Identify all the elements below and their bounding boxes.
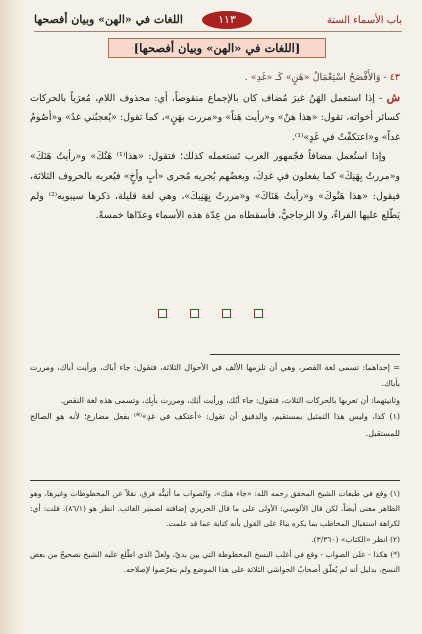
footnote: (١) وقع في طبعات الشيخ المحقق رحمه الله: «جاء هنك»، والصواب ما أثبتُّه فرق، نقلاً عن المخطوطات وغيرها، وهو الظاهر معنى أيضاً، لكن قال الألوسي: الأولى على ما قال الحريري إضافته لضمير الغائب. انظر هو (٨٦/١)، قلت: أي: لكراهة استقبال المخاطب بما يكره بناءً على القول بأنه كناية عما قد علمت. <box>30 489 400 529</box>
running-header <box>34 11 402 31</box>
commentary-marker: ش <box>386 90 400 104</box>
verse-text: - وَالأَفْصَحُ اسْتِعْمَالُ «هَنٍ» كَـ «غَدِ» . <box>244 72 387 83</box>
footnote: (*) هكذا - على الصواب - وقع في أغلب النسخ المخطوطة التي بين يديّ، ولعلّ الذي اطّلع عليه الشيخ نصحيحٌ من بعض النسخ، بدليل أنه لم يُعلّق أصحابُ الحواشي الثلاثة على هذا الموضع ولم يتعرّضوا لإصلاحه. <box>30 549 400 575</box>
divider-square <box>158 309 167 318</box>
footnote-rule-lower <box>30 480 400 481</box>
page-number-badge: ١١٣ <box>202 11 252 29</box>
verse-number: ٤٣ <box>389 72 400 83</box>
commentary-paragraph-1 <box>30 88 400 148</box>
chapter-title: اللغات في «الهن» وبيان أفصحها <box>34 13 183 26</box>
footnote: (٢) انظر «الكتاب» (٣/٣٦٠). <box>311 534 400 544</box>
section-heading: [اللغات في «الهن» وبيان أفصحها] <box>108 38 326 58</box>
divider-square <box>254 309 263 318</box>
footnote: وثانيتهما: أن تعربها بالحركات الثلاث، فتقول: جاء أبُك، ورأيت أبَك، ومررت بأبِك، وتسمى هذه لغة النقص. <box>60 395 400 405</box>
footnotes-upper <box>30 360 400 442</box>
footnote: = إحداهما: تسمى لغة القصر، وهي أن تلزمها الألف في الأحوال الثلاثة، فتقول: جاء أباك، ورأيت أباك، ومررت بأباك. <box>30 363 400 389</box>
section-divider <box>150 309 270 321</box>
commentary-text-1: - إذا استعمل الهَنُ غيرَ مُضاف كان بالإجماع منقوصاً، أي: محذوف اللام، مُعرَباً بالحركات كسائر أخواته، تقول: «هذا هنٌ» و«رأيت هَناً» و«مررت بهَنٍ»، كما تقول: «يُعجبُني غدٌ» و«أصُومُ غداً» و«اعتكفْتُ في غَدٍ»⁽¹⁾. <box>30 92 400 143</box>
footnote: (١) كذا، وليس هذا التمثيل بمستقيم، والدقيق أن تقول: «أعتكف في غدِ»⁽*⁾ بفعل مضارع؛ لأنه هو الصالح للمستقبل. <box>30 412 400 438</box>
footnote-rule-upper <box>210 354 400 355</box>
commentary-paragraph-2: وإذا استُعمل مضافاً فجُمهور العرب تَستعمله كذلك؛ فتقول: «هذا⁽¹⁾ هَنُكَ» و«رأيتُ هَنَكَ» و«مررتُ بِهَنِكَ» كما يفعلون في غدِكَ، وبعضُهم يُجريه مُجرى «أبٍ وأخٍ» فيُعربه بالحروف الثلاثة، فيقول: «هذا هَنُوكَ» و«رأيتُ هَنَاكَ» و«مررتُ بِهَنِيكَ»، وهي لغة قليلة، ذكرها سيبويه⁽²⁾ ولم يَطّلع عليها الفراءُ، ولا الزجاجيُّ، فأسقطاه من عِدّة هذه الأسماء وعدّاها خمسةً. <box>30 151 400 222</box>
footnotes-lower <box>30 486 400 577</box>
section-title: باب الأسماء الستة <box>326 15 402 26</box>
divider-square <box>190 309 199 318</box>
divider-square <box>222 309 231 318</box>
verse-line <box>30 68 400 88</box>
main-text <box>30 68 400 226</box>
page-gutter-shadow <box>0 0 22 634</box>
header-rule <box>34 31 402 32</box>
